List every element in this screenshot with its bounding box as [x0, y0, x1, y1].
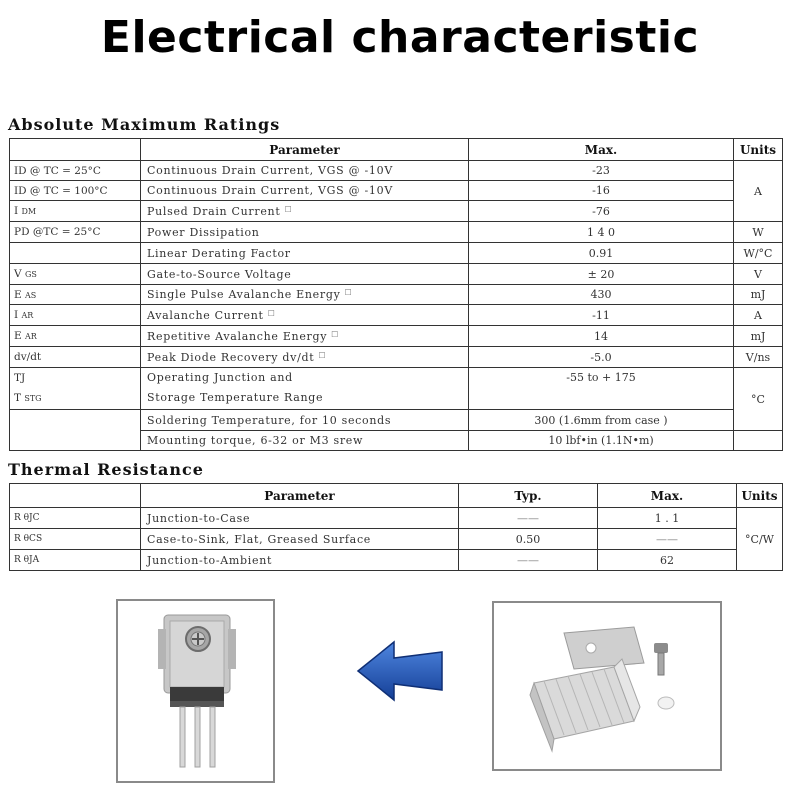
units-cell: °C/W	[737, 508, 783, 571]
max-cell: -16	[469, 181, 734, 201]
table-row	[10, 285, 783, 305]
table-row	[10, 243, 783, 264]
parameter-cell: Linear Derating Factor	[141, 243, 469, 264]
parameter-cell: Power Dissipation	[141, 222, 469, 243]
thermal-header-row	[10, 484, 783, 508]
table-row	[10, 529, 783, 550]
parameter-cell: Mounting torque, 6-32 or M3 srew	[141, 431, 469, 451]
footnote-mark: ☐	[284, 204, 293, 214]
symbol-cell: I DM	[10, 201, 141, 222]
parameter-cell: Soldering Temperature, for 10 seconds	[141, 410, 469, 431]
thermal-header-units: Units	[737, 484, 783, 508]
max-cell: -5.0	[469, 347, 734, 368]
footnote-mark: ☐	[344, 288, 353, 297]
max-cell: 62	[598, 550, 737, 571]
parameter-cell: Repetitive Avalanche Energy ☐	[141, 326, 469, 347]
table-row	[10, 222, 783, 243]
thermal-header-typ: Typ.	[459, 484, 598, 508]
table-row	[10, 326, 783, 347]
max-cell: ——	[598, 529, 737, 550]
symbol-cell: PD @TC = 25°C	[10, 222, 141, 243]
parameter-cell: Case-to-Sink, Flat, Greased Surface	[141, 529, 459, 550]
max-cell: 430	[469, 285, 734, 305]
amr-header-max: Max.	[469, 139, 734, 161]
max-cell: 300 (1.6mm from case )	[469, 410, 734, 431]
symbol-cell: E AR	[10, 326, 141, 347]
parameter-cell: Pulsed Drain Current ☐	[141, 201, 469, 222]
mounted-transistor-illustration	[118, 601, 273, 781]
thermal-header-parameter: Parameter	[141, 484, 459, 508]
amr-table	[9, 138, 783, 451]
parameter-cell: Single Pulse Avalanche Energy ☐	[141, 285, 469, 305]
table-row	[10, 181, 783, 201]
thermal-header-max: Max.	[598, 484, 737, 508]
max-cell: 1 4 0	[469, 222, 734, 243]
symbol-cell: ID @ TC = 100°C	[10, 181, 141, 201]
table-row	[10, 305, 783, 326]
max-cell: 0.91	[469, 243, 734, 264]
symbol-cell: TJ T STG	[10, 368, 141, 410]
typ-cell: ——	[459, 508, 598, 529]
parameter-cell: Gate-to-Source Voltage	[141, 264, 469, 285]
max-cell: 1 . 1	[598, 508, 737, 529]
max-cell: -76	[469, 201, 734, 222]
table-row	[10, 347, 783, 368]
thermal-table	[9, 483, 783, 571]
footnote-mark: ☐	[267, 308, 276, 318]
table-row	[10, 550, 783, 571]
max-cell: ± 20	[469, 264, 734, 285]
symbol-cell: V GS	[10, 264, 141, 285]
units-cell: °C	[734, 368, 783, 431]
amr-header-row	[10, 139, 783, 161]
units-cell: V/ns	[734, 347, 783, 368]
amr-heading: Absolute Maximum Ratings	[8, 115, 281, 134]
amr-header-units: Units	[734, 139, 783, 161]
parameter-cell: Continuous Drain Current, VGS @ -10V	[141, 161, 469, 181]
symbol-cell: I AR	[10, 305, 141, 326]
heatsink-kit-photo	[492, 601, 722, 771]
units-cell: A	[734, 161, 783, 222]
table-row	[10, 368, 783, 410]
footnote-mark: ☐	[331, 329, 340, 339]
parameter-cell: Operating Junction and Storage Temperature Range	[141, 368, 469, 410]
thermal-heading: Thermal Resistance	[8, 460, 204, 479]
units-cell	[734, 431, 783, 451]
symbol-cell: R θJC	[10, 508, 141, 529]
units-cell: V	[734, 264, 783, 285]
symbol-cell: R θCS	[10, 529, 141, 550]
amr-header-symbol	[10, 139, 141, 161]
symbol-cell: R θJA	[10, 550, 141, 571]
amr-header-parameter: Parameter	[141, 139, 469, 161]
footnote-mark: ☐	[318, 350, 327, 360]
typ-cell: ——	[459, 550, 598, 571]
parameter-cell: Junction-to-Case	[141, 508, 459, 529]
table-row	[10, 508, 783, 529]
table-row	[10, 161, 783, 181]
heatsink-kit-illustration	[494, 603, 720, 769]
parameter-cell: Continuous Drain Current, VGS @ -10V	[141, 181, 469, 201]
units-cell: W/°C	[734, 243, 783, 264]
units-cell: mJ	[734, 326, 783, 347]
thermal-header-symbol	[10, 484, 141, 508]
parameter-cell: Peak Diode Recovery dv/dt ☐	[141, 347, 469, 368]
max-cell: -23	[469, 161, 734, 181]
max-cell: 10 lbf•in (1.1N•m)	[469, 431, 734, 451]
max-cell: -11	[469, 305, 734, 326]
table-row	[10, 410, 783, 431]
parameter-cell: Junction-to-Ambient	[141, 550, 459, 571]
mounted-transistor-photo	[116, 599, 275, 783]
symbol-cell	[10, 410, 141, 451]
table-row	[10, 201, 783, 222]
page-title: Electrical characteristic	[100, 12, 700, 63]
units-cell: mJ	[734, 285, 783, 305]
units-cell: W	[734, 222, 783, 243]
parameter-cell: Avalanche Current ☐	[141, 305, 469, 326]
symbol-cell: ID @ TC = 25°C	[10, 161, 141, 181]
left-arrow-icon	[354, 640, 446, 707]
symbol-cell: E AS	[10, 285, 141, 305]
units-cell: A	[734, 305, 783, 326]
max-cell: 14	[469, 326, 734, 347]
typ-cell: 0.50	[459, 529, 598, 550]
symbol-cell	[10, 243, 141, 264]
table-row	[10, 264, 783, 285]
max-cell: -55 to + 175	[469, 368, 734, 410]
symbol-cell: dv/dt	[10, 347, 141, 368]
